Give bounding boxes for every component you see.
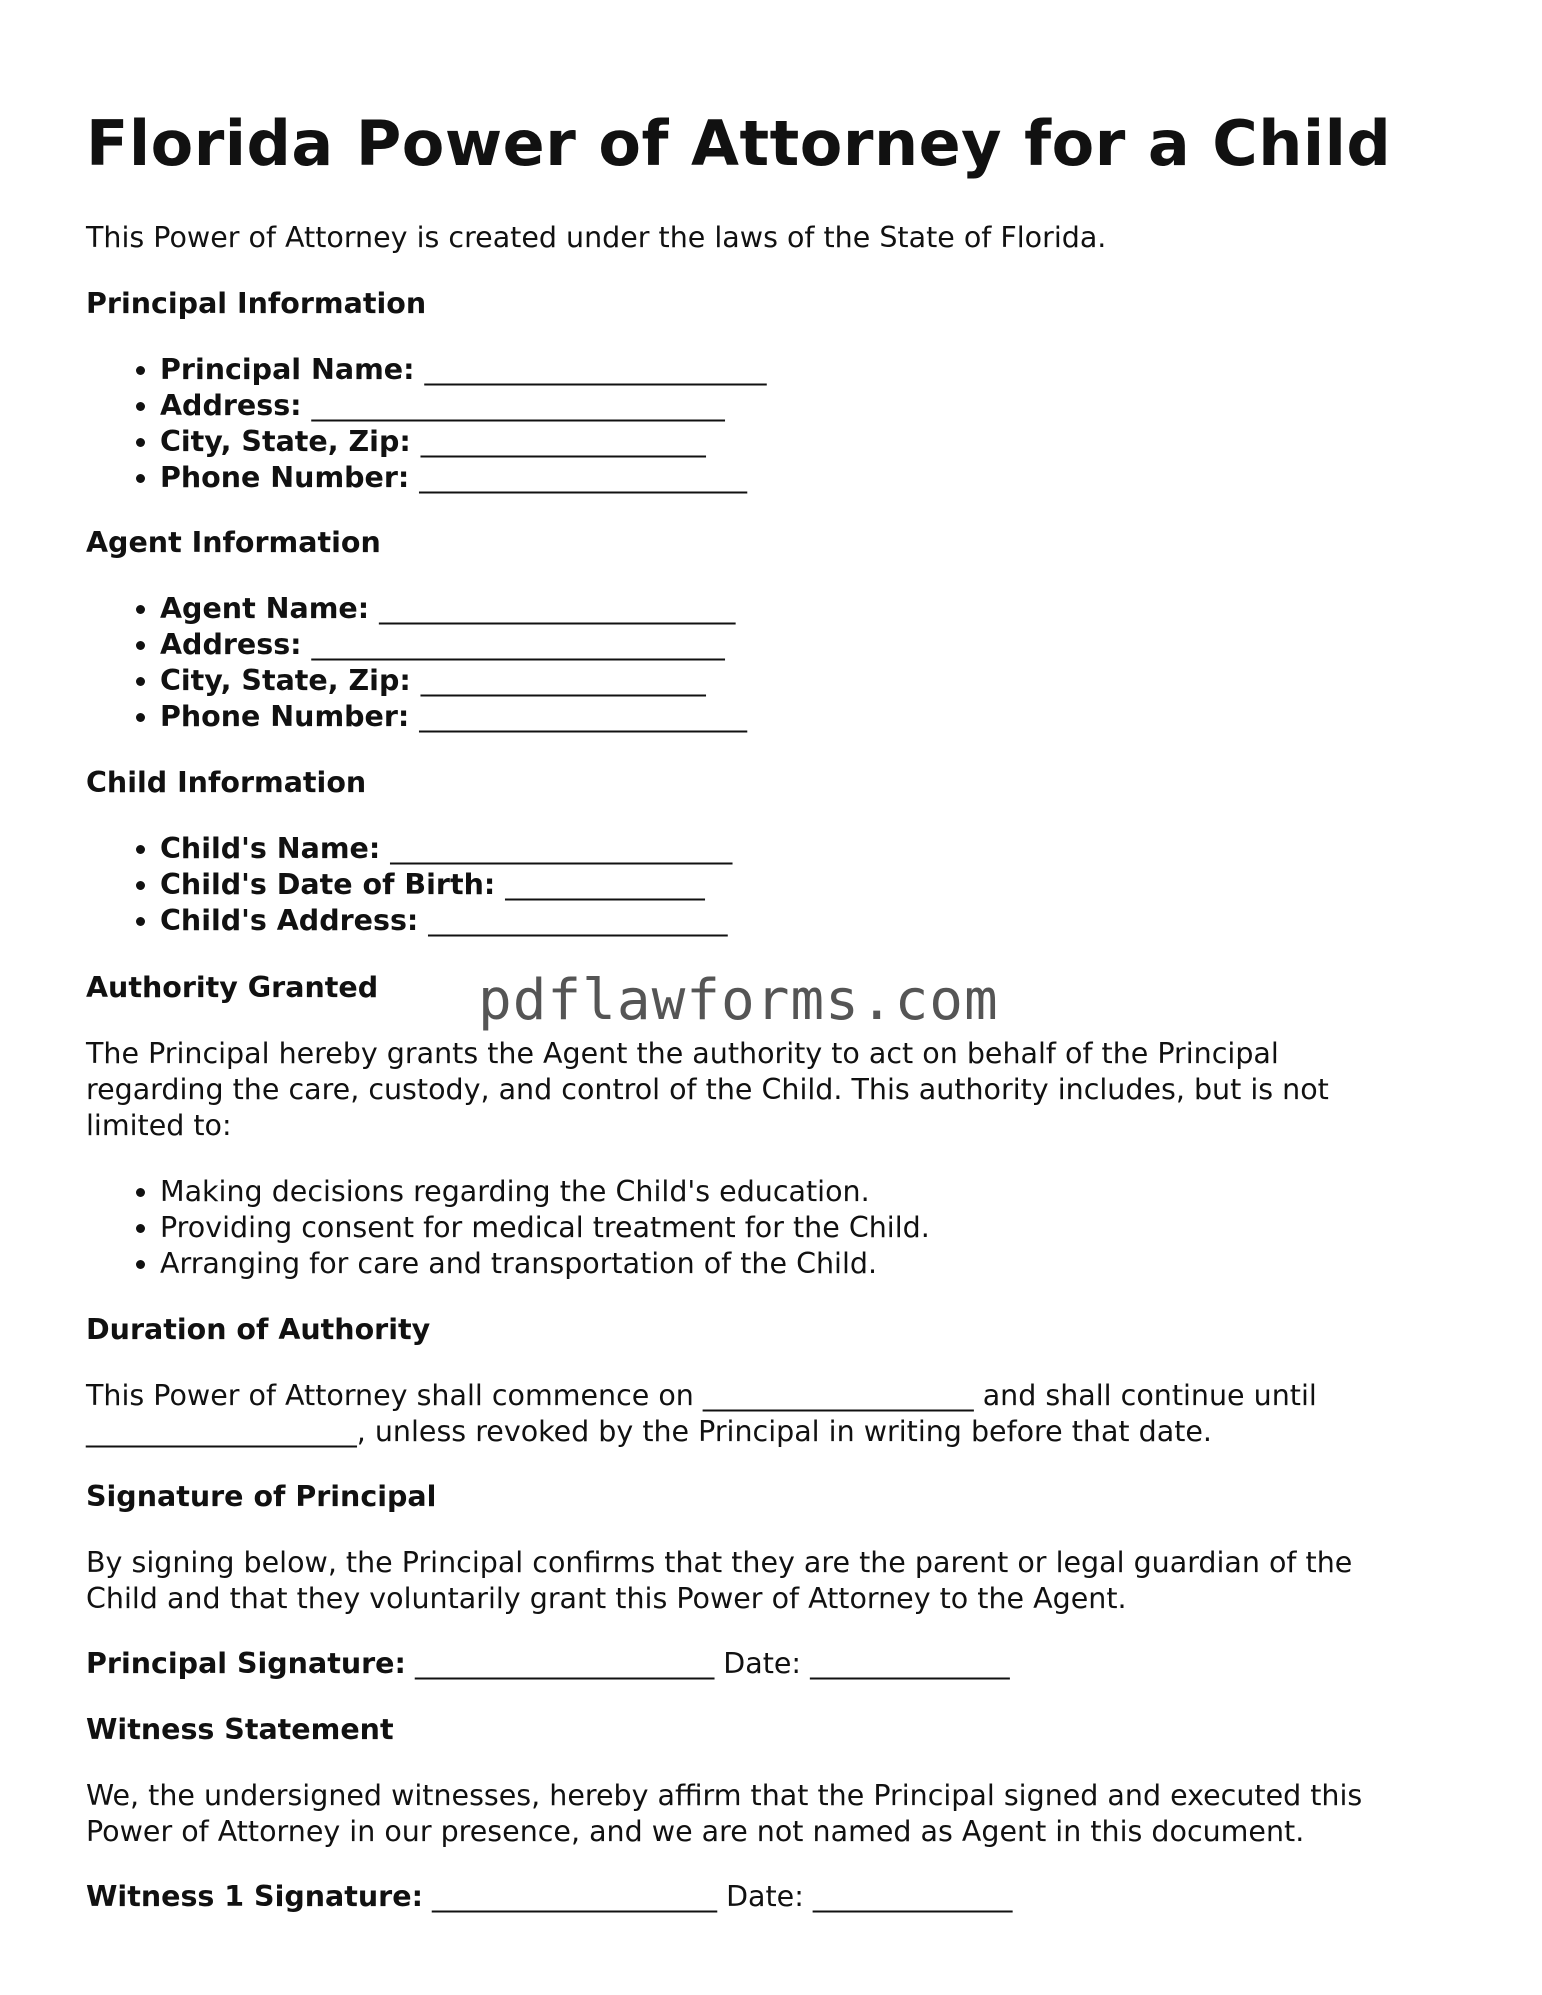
field-principal-name	[160, 352, 766, 388]
field-blank: _______________________	[419, 700, 748, 733]
agent-info-section	[86, 525, 381, 561]
field-child-dob	[160, 867, 732, 903]
field-label: City, State, Zip:	[160, 664, 411, 697]
field-blank: ____________________	[420, 664, 706, 697]
field-child-name	[160, 831, 732, 867]
duration-heading: Duration of Authority	[86, 1313, 431, 1346]
field-label: Address:	[160, 628, 302, 661]
principal-signature-label: Principal Signature:	[86, 1647, 406, 1680]
witness-date-label: Date:	[726, 1880, 804, 1913]
field-label: Principal Name:	[160, 353, 415, 386]
field-blank: _____________________	[428, 904, 728, 937]
child-info-section	[86, 765, 366, 801]
field-blank: ____________________	[420, 425, 706, 458]
authority-granted-paragraph	[86, 1036, 1329, 1144]
child-info-heading: Child Information	[86, 766, 367, 799]
witness-paragraph	[86, 1778, 1362, 1850]
document-title: Florida Power of Attorney for a Child	[86, 107, 1392, 180]
agent-info-heading: Agent Information	[86, 526, 381, 559]
witness-line-1: We, the undersigned witnesses, hereby affirm that the Principal signed and executed this	[86, 1779, 1363, 1812]
duration-section	[86, 1312, 430, 1348]
field-label: Phone Number:	[160, 700, 410, 733]
intro-text: This Power of Attorney is created under the laws of the State of Florida.	[86, 221, 1107, 254]
field-agent-name	[160, 591, 747, 627]
witness-heading: Witness Statement	[86, 1713, 394, 1746]
signature-principal-line-2: Child and that they voluntarily grant this Power of Attorney to the Agent.	[86, 1582, 1127, 1615]
agent-info-fields	[86, 591, 747, 735]
authority-granted-section	[86, 970, 378, 1006]
authority-granted-heading: Authority Granted	[86, 971, 379, 1004]
intro-section	[86, 220, 1106, 256]
principal-date-blank: ______________	[810, 1647, 1010, 1680]
field-principal-city-state-zip	[160, 424, 766, 460]
field-label: Child's Name:	[160, 832, 381, 865]
signature-principal-paragraph	[86, 1545, 1352, 1617]
field-blank: _____________________________	[311, 628, 725, 661]
field-principal-address	[160, 388, 766, 424]
field-blank: _____________________________	[311, 389, 725, 422]
authority-item: • Providing consent for medical treatment for the Child.	[160, 1210, 930, 1246]
witness-line-2: Power of Attorney in our presence, and we are not named as Agent in this document.	[86, 1815, 1305, 1848]
principal-signature-line	[86, 1646, 1010, 1682]
field-blank: ______________	[505, 868, 705, 901]
field-label: City, State, Zip:	[160, 425, 411, 458]
field-principal-phone	[160, 460, 766, 496]
field-blank: _______________________	[419, 461, 748, 494]
field-blank: ________________________	[390, 832, 733, 865]
principal-info-heading: Principal Information	[86, 287, 427, 320]
field-label: Child's Address:	[160, 904, 419, 937]
duration-line-2: ___________________, unless revoked by the Principal in writing before that date.	[86, 1415, 1212, 1448]
field-agent-phone	[160, 699, 747, 735]
witness-signature-line	[86, 1879, 1012, 1915]
field-blank: ________________________	[424, 353, 767, 386]
authority-item: • Making decisions regarding the Child's education.	[160, 1174, 930, 1210]
field-child-address	[160, 903, 732, 939]
duration-line-1: This Power of Attorney shall commence on ___________________ and shall continue until	[86, 1379, 1317, 1412]
principal-date-label: Date:	[723, 1647, 802, 1680]
signature-principal-section	[86, 1479, 436, 1515]
authority-line-1: The Principal hereby grants the Agent the authority to act on behalf of the Principal	[86, 1037, 1279, 1070]
field-label: Address:	[160, 389, 302, 422]
principal-signature-blank: _____________________	[414, 1647, 715, 1680]
witness-signature-blank: ____________________	[432, 1880, 718, 1913]
child-info-fields	[86, 831, 732, 939]
witness-date-blank: ______________	[812, 1880, 1013, 1913]
signature-principal-heading: Signature of Principal	[86, 1480, 437, 1513]
field-blank: _________________________	[379, 592, 736, 625]
witness-signature-label: Witness 1 Signature:	[86, 1880, 423, 1913]
authority-line-3: limited to:	[86, 1109, 232, 1142]
field-agent-address	[160, 627, 747, 663]
witness-section	[86, 1712, 394, 1748]
field-label: Child's Date of Birth:	[160, 868, 496, 901]
principal-info-section	[86, 286, 426, 322]
authority-granted-list	[86, 1174, 930, 1282]
field-label: Phone Number:	[160, 461, 410, 494]
duration-paragraph	[86, 1378, 1317, 1450]
authority-item: • Arranging for care and transportation of the Child.	[160, 1246, 930, 1282]
watermark-text: pdflawforms.com	[478, 968, 999, 1033]
signature-principal-line-1: By signing below, the Principal confirms that they are the parent or legal guardian of the	[86, 1546, 1353, 1579]
authority-line-2: regarding the care, custody, and control of the Child. This authority includes, but is not	[86, 1073, 1329, 1106]
field-agent-city-state-zip	[160, 663, 747, 699]
principal-info-fields	[86, 352, 766, 496]
field-label: Agent Name:	[160, 592, 370, 625]
